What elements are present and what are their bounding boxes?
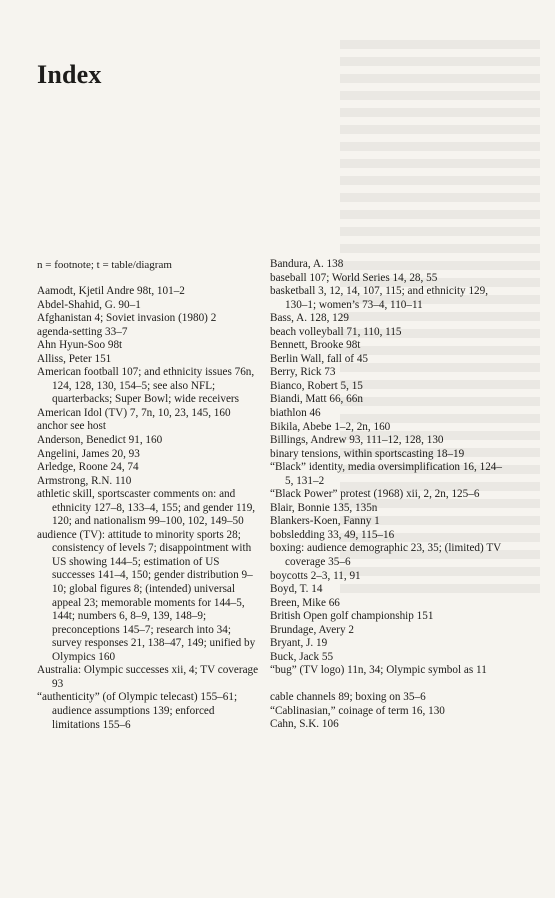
index-entry: “authenticity” (of Olympic telecast) 155–61; audience assumptions 139; enforced limitations 155–6 [37, 691, 238, 731]
index-entry: Anderson, Benedict 91, 160 [37, 434, 163, 447]
index-entry: Bandura, A. 138 [270, 258, 344, 270]
index-entry: boycotts 2–3, 11, 91 [270, 569, 361, 582]
index-entry: Australia: Olympic successes xii, 4; TV coverage 93 [37, 664, 259, 690]
index-entry: Berlin Wall, fall of 45 [270, 352, 369, 365]
index-entry: “Cablinasian,” coinage of term 16, 130 [270, 704, 445, 717]
index-entry: Billings, Andrew 93, 111–12, 128, 130 [270, 434, 444, 447]
index-entry: Bryant, J. 19 [270, 637, 328, 650]
index-entry: Abdel-Shahid, G. 90–1 [37, 298, 141, 311]
index-entry: Alliss, Peter 151 [37, 352, 112, 365]
index-entry: American Idol (TV) 7, 7n, 10, 23, 145, 160 [37, 406, 231, 419]
index-entry: Berry, Rick 73 [270, 366, 336, 379]
index-entry: Brundage, Avery 2 [270, 623, 354, 636]
index-entry: bobsledding 33, 49, 115–16 [270, 528, 395, 541]
index-entry: Bass, A. 128, 129 [270, 312, 349, 325]
index-entry: basketball 3, 12, 14, 107, 115; and ethnicity 129, 130–1; women’s 73–4, 110–11 [270, 285, 489, 311]
index-column-right [270, 258, 510, 732]
index-entry: Bianco, Robert 5, 15 [270, 379, 363, 392]
index-entry: binary tensions, within sportscasting 18–19 [270, 447, 465, 460]
index-entry: anchor see host [37, 420, 106, 433]
index-entry: Blankers-Koen, Fanny 1 [270, 515, 380, 528]
letter-group-gap [270, 678, 510, 691]
index-entry: Boyd, T. 14 [270, 583, 323, 596]
index-entry: “Black” identity, media oversimplification 16, 124–5, 131–2 [270, 461, 502, 487]
index-entry: Aamodt, Kjetil Andre 98t, 101–2 [37, 285, 185, 297]
index-entry: Bikila, Abebe 1–2, 2n, 160 [270, 420, 391, 433]
index-entry: Blair, Bonnie 135, 135n [270, 501, 378, 514]
index-entry: Ahn Hyun-Soo 98t [37, 339, 123, 352]
index-entry: Breen, Mike 66 [270, 596, 340, 609]
index-entry: “bug” (TV logo) 11n, 34; Olympic symbol as 11 [270, 664, 487, 677]
index-entry: beach volleyball 71, 110, 115 [270, 325, 402, 338]
index-column-left [37, 285, 259, 732]
page-title: Index [37, 60, 102, 89]
index-entry: Armstrong, R.N. 110 [37, 474, 132, 487]
index-entry: “Black Power” protest (1968) xii, 2, 2n, 125–6 [270, 488, 480, 501]
index-entry: Cahn, S.K. 106 [270, 718, 339, 731]
index-entry: audience (TV): attitude to minority sports 28; consistency of levels 7; disappointment with US showing 144–5; estimation of US successes 141–4, 150; gender distribution 9–10; global figures 8; (intended) universal appeal 23; memorable moments for 144–5, 144t; numbers 6, 8–9, 139, 148–9; preconceptions 145–7; research into 34; survey responses 21, 138–47, 149; unified by Olympics 160 [37, 528, 256, 663]
abbreviation-legend: n = footnote; t = table/diagram [37, 259, 172, 271]
index-entry: agenda-setting 33–7 [37, 325, 128, 338]
index-entry: Bennett, Brooke 98t [270, 339, 361, 352]
index-entry: American football 107; and ethnicity issues 76n, 124, 128, 130, 154–5; see also NFL; quarterbacks; Super Bowl; wide receivers [37, 366, 255, 406]
index-entry: Arledge, Roone 24, 74 [37, 461, 139, 474]
index-entry: British Open golf championship 151 [270, 610, 434, 623]
index-entry: Afghanistan 4; Soviet invasion (1980) 2 [37, 312, 217, 325]
index-entry: cable channels 89; boxing on 35–6 [270, 690, 426, 703]
index-entry: boxing: audience demographic 23, 35; (limited) TV coverage 35–6 [270, 542, 502, 569]
index-entry: biathlon 46 [270, 407, 321, 420]
index-entry: athletic skill, sportscaster comments on: and ethnicity 127–8, 133–4, 155; and gender 119, 120; and nationalism 99–100, 102, 149–50 [37, 488, 256, 528]
index-entry: Buck, Jack 55 [270, 650, 334, 663]
index-entry: Angelini, James 20, 93 [37, 447, 140, 460]
index-entry: baseball 107; World Series 14, 28, 55 [270, 271, 438, 284]
index-entry: Biandi, Matt 66, 66n [270, 393, 363, 406]
